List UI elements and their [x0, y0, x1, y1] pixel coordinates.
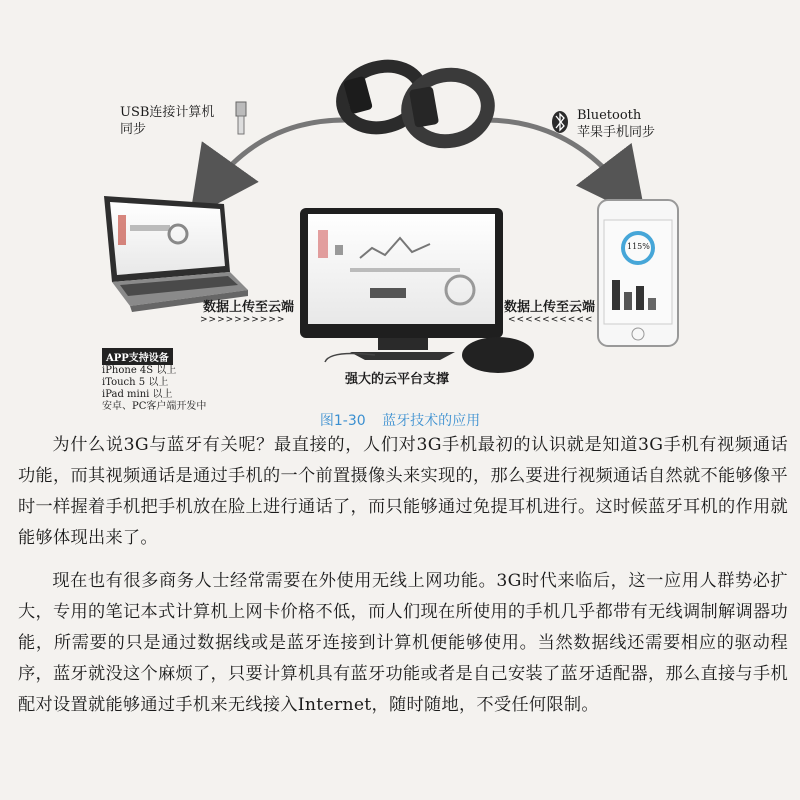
- figure-caption: [0, 410, 800, 430]
- monitor-icon: [300, 208, 503, 360]
- bluetooth-icon: [552, 111, 568, 133]
- upload-label-left: 数据上传至云端: [203, 300, 295, 315]
- usb-label: [120, 104, 214, 138]
- usb-plug-icon: [236, 102, 246, 134]
- cloud-label: 强大的云平台支撑: [345, 372, 450, 387]
- bluetooth-label-line2: 苹果手机同步: [577, 125, 656, 140]
- phone-percent: 115%: [627, 242, 650, 251]
- laptop-icon: [104, 196, 248, 312]
- app-support-title: APP支持设备: [102, 348, 173, 365]
- bluetooth-label: [577, 107, 655, 141]
- app-support-box: [102, 346, 206, 413]
- app-support-item: 安卓、PC客户端开发中: [102, 401, 207, 412]
- mouse-icon: [462, 337, 534, 373]
- phone-icon: [598, 200, 678, 346]
- paragraph: 为什么说3G与蓝牙有关呢？最直接的，人们对3G手机最初的认识就是知道3G手机有视频通话功能，而其视频通话是通过手机的一个前置摄像头来实现的，那么要进行视频通话自然就不能够像平时一样握着手机把手机放在脸上进行通话了，而只能够通过免提耳机进行。这时候蓝牙耳机的作用就能够体现出来了。: [18, 435, 788, 548]
- bluetooth-label-line1: Bluetooth: [577, 108, 642, 123]
- chevrons-left: >>>>>>>>>>: [200, 315, 286, 325]
- paragraph: 现在也有很多商务人士经常需要在外使用无线上网功能。3G时代来临后，这一应用人群势必扩大，专用的笔记本式计算机上网卡价格不低，而人们现在所使用的手机几乎都带有无线调制解调器功能，所需要的只是通过数据线或是蓝牙连接到计算机便能够使用。当然数据线还需要相应的驱动程序，蓝牙就没这个麻烦了，只要计算机具有蓝牙功能或者是自己安装了蓝牙适配器，那么直接与手机配对设置就能够通过手机来无线接入Internet，随时随地，不受任何限制。: [18, 571, 788, 715]
- usb-label-line1: USB连接计算机: [120, 105, 215, 120]
- arrow-to-laptop: [210, 120, 345, 190]
- chevrons-right: <<<<<<<<<<: [508, 315, 594, 325]
- caption-number: 图1-30: [319, 413, 366, 429]
- upload-label-right: 数据上传至云端: [504, 300, 596, 315]
- wristband-icon: [403, 69, 493, 148]
- usb-label-line2: 同步: [120, 122, 147, 137]
- app-support-item: iPad mini 以上: [102, 389, 173, 400]
- app-support-item: iPhone 4S 以上: [102, 365, 177, 376]
- app-support-item: iTouch 5 以上: [102, 377, 169, 388]
- caption-title: 蓝牙技术的应用: [382, 413, 481, 429]
